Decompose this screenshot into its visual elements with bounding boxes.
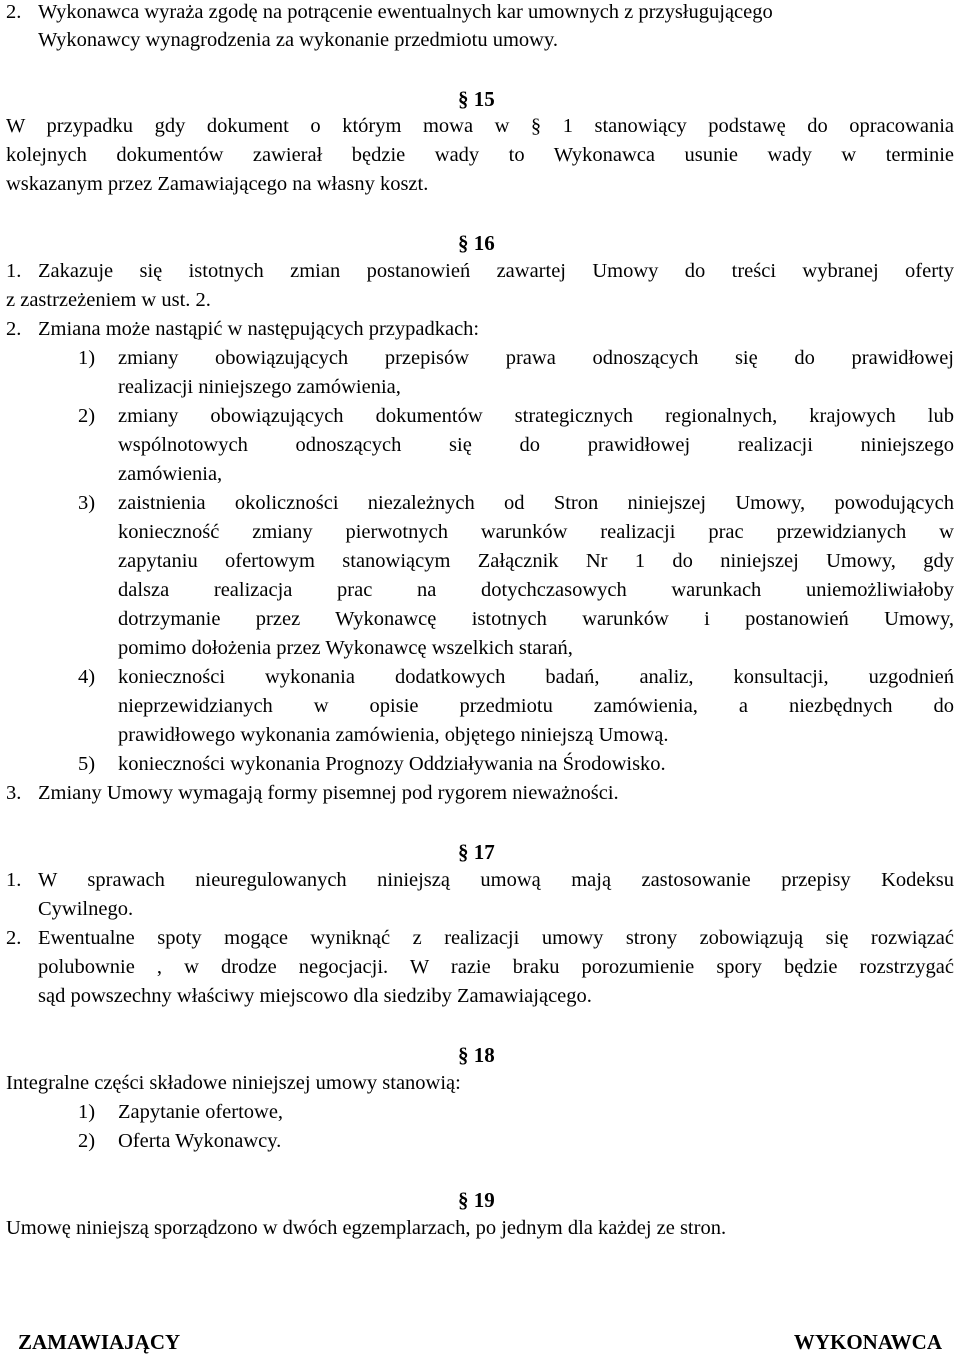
s15-text-line: kolejnych dokumentów zawierał będzie wady to Wykonawca usunie wady w terminie <box>6 144 954 166</box>
s16-p1-number: 1. <box>6 260 22 282</box>
s16-sub3-line: zaistnienia okoliczności niezależnych od Stron niniejszej Umowy, powodujących <box>118 492 954 514</box>
section-heading-17: § 17 <box>458 840 495 864</box>
s16-p1-line: z zastrzeżeniem w ust. 2. <box>6 289 211 311</box>
s16-sub4-line: nieprzewidzianych w opisie przedmiotu zamówienia, a niezbędnych do <box>118 695 954 717</box>
s17-p2-number: 2. <box>6 927 22 949</box>
s16-sub3-line: konieczność zmiany pierwotnych warunków realizacji prac przewidzianych w <box>118 521 954 543</box>
s17-p1-number: 1. <box>6 869 22 891</box>
s16-sub3-line: zapytaniu ofertowym stanowiącym Załącznik Nr 1 do niniejszej Umowy, gdy <box>118 550 954 572</box>
s19-text: Umowę niniejszą sporządzono w dwóch egzemplarzach, po jednym dla każdej ze stron. <box>6 1217 727 1239</box>
s16-sub2-number: 2) <box>78 405 96 427</box>
s16-sub1-number: 1) <box>78 347 96 369</box>
s16-sub4-line: prawidłowego wykonania zamówienia, objętego niniejszą Umową. <box>118 724 669 746</box>
s16-sub1-line: zmiany obowiązujących przepisów prawa odnoszących się do prawidłowej <box>118 347 954 369</box>
s18-item2-number: 2) <box>78 1130 96 1152</box>
s16-sub1-line: realizacji niniejszego zamówienia, <box>118 376 401 398</box>
signature-label-right: WYKONAWCA <box>793 1330 942 1354</box>
signature-label-left: ZAMAWIAJĄCY <box>18 1330 181 1354</box>
s18-intro: Integralne części składowe niniejszej umowy stanowią: <box>6 1072 461 1094</box>
s14-item2-line: Wykonawca wyraża zgodę na potrącenie ewentualnych kar umownych z przysługującego <box>38 1 773 23</box>
s16-sub2-line: wspólnotowych odnoszących się do prawidłowej realizacji niniejszego <box>118 434 954 456</box>
section-heading-19: § 19 <box>458 1188 495 1212</box>
s17-p1-line: Cywilnego. <box>38 898 134 920</box>
s14-item2-line: Wykonawcy wynagrodzenia za wykonanie przedmiotu umowy. <box>38 29 559 51</box>
s16-sub3-line: dotrzymanie przez Wykonawcę istotnych warunków i postanowień Umowy, <box>118 608 954 630</box>
s18-item2-text: Oferta Wykonawcy. <box>118 1130 282 1152</box>
s16-sub2-line: zamówienia, <box>118 463 223 485</box>
s18-item1-text: Zapytanie ofertowe, <box>118 1101 284 1123</box>
s16-sub4-number: 4) <box>78 666 96 688</box>
s16-sub2-line: zmiany obowiązujących dokumentów strategicznych regionalnych, krajowych lub <box>118 405 954 427</box>
s14-item2-number: 2. <box>6 1 22 23</box>
s16-p2-number: 2. <box>6 318 22 340</box>
s17-p2-line: Ewentualne spoty mogące wyniknąć z realizacji umowy strony zobowiązują się rozwiązać <box>38 927 954 949</box>
s16-sub3-line: pomimo dołożenia przez Wykonawcę wszelkich starań, <box>118 637 573 659</box>
s16-sub5-number: 5) <box>78 753 96 775</box>
section-heading-15: § 15 <box>458 87 495 111</box>
s15-text-line: wskazanym przez Zamawiającego na własny koszt. <box>6 173 429 195</box>
s17-p2-line: polubownie , w drodze negocjacji. W razie braku porozumienie spory będzie rozstrzygać <box>38 956 954 978</box>
s16-p3-number: 3. <box>6 782 22 804</box>
s17-p1-line: W sprawach nieuregulowanych niniejszą umową mają zastosowanie przepisy Kodeksu <box>38 869 954 891</box>
s16-sub4-line: konieczności wykonania dodatkowych badań, analiz, konsultacji, uzgodnień <box>118 666 954 688</box>
s16-p2-text: Zmiana może nastąpić w następujących przypadkach: <box>38 318 480 340</box>
s15-text-line: W przypadku gdy dokument o którym mowa w § 1 stanowiący podstawę do opracowania <box>6 115 954 137</box>
s16-sub5-line: konieczności wykonania Prognozy Oddziaływania na Środowisko. <box>118 753 666 775</box>
s18-item1-number: 1) <box>78 1101 96 1123</box>
s16-p3-text: Zmiany Umowy wymagają formy pisemnej pod rygorem nieważności. <box>38 782 619 804</box>
section-heading-18: § 18 <box>458 1043 495 1067</box>
section-heading-16: § 16 <box>458 231 495 255</box>
s17-p2-line: sąd powszechny właściwy miejscowo dla siedziby Zamawiającego. <box>38 985 592 1007</box>
s16-sub3-number: 3) <box>78 492 96 514</box>
s16-p1-line: Zakazuje się istotnych zmian postanowień zawartej Umowy do treści wybranej oferty <box>38 260 954 282</box>
s16-sub3-line: dalsza realizacja prac na dotychczasowych warunkach uniemożliwiałoby <box>118 579 954 601</box>
